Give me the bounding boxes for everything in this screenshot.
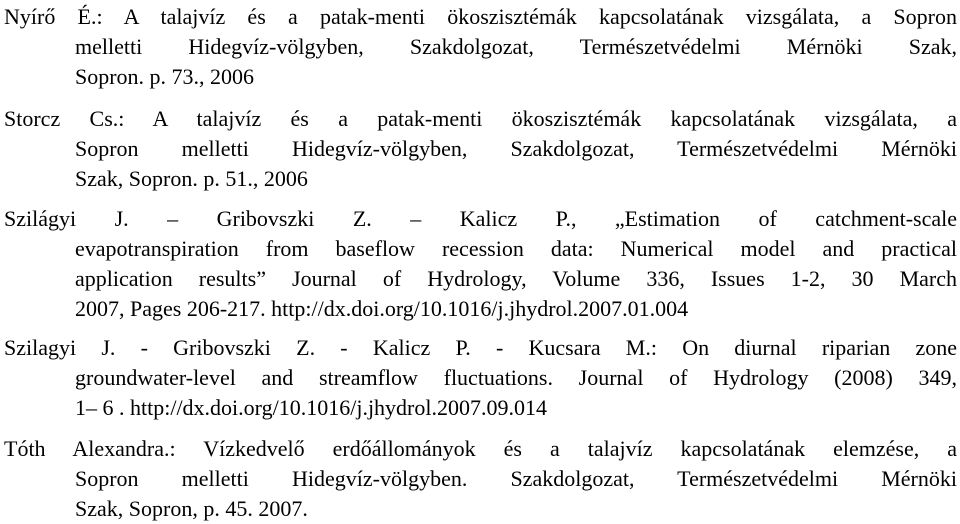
reference-szilagyi-2008 (4, 333, 957, 423)
reference-line: Sopron. p. 73., 2006 (75, 64, 255, 89)
reference-szilagyi-2007 (4, 204, 957, 324)
reference-line: Tóth Alexandra.: Vízkedvelő erdőállományok és a talajvíz kapcsolatának elemzése, a (4, 436, 957, 461)
reference-line: Szilagyi J. - Gribovszki Z. - Kalicz P. - Kucsara M.: On diurnal riparian zone (4, 335, 957, 360)
reference-line: melletti Hidegvíz-völgyben, Szakdolgozat, Természetvédelmi Mérnöki Szak, (75, 34, 957, 59)
reference-line: Szak, Sopron. p. 51., 2006 (75, 166, 308, 191)
reference-line: groundwater-level and streamflow fluctuations. Journal of Hydrology (2008) 349, (75, 365, 957, 390)
reference-line: 1– 6 . http://dx.doi.org/10.1016/j.jhydrol.2007.09.014 (75, 395, 547, 420)
reference-line: Szilágyi J. – Gribovszki Z. – Kalicz P., „Estimation of catchment-scale (4, 206, 957, 231)
reference-line: Sopron melletti Hidegvíz-völgyben. Szakdolgozat, Természetvédelmi Mérnöki (75, 466, 957, 491)
reference-nyiro (4, 2, 957, 92)
reference-line: Nyírő É.: A talajvíz és a patak-menti ökoszisztémák kapcsolatának vizsgálata, a Sopron (4, 4, 957, 29)
reference-line: Szak, Sopron, p. 45. 2007. (75, 496, 308, 521)
reference-line: evapotranspiration from baseflow recession data: Numerical model and practical (75, 236, 957, 261)
reference-line: 2007, Pages 206-217. http://dx.doi.org/10.1016/j.jhydrol.2007.01.004 (75, 296, 689, 321)
reference-line: application results” Journal of Hydrology, Volume 336, Issues 1-2, 30 March (75, 266, 957, 291)
reference-storcz (4, 104, 957, 194)
reference-toth (4, 434, 957, 524)
reference-line: Sopron melletti Hidegvíz-völgyben, Szakdolgozat, Természetvédelmi Mérnöki (75, 136, 957, 161)
reference-line: Storcz Cs.: A talajvíz és a patak-menti ökoszisztémák kapcsolatának vizsgálata, a (4, 106, 957, 131)
